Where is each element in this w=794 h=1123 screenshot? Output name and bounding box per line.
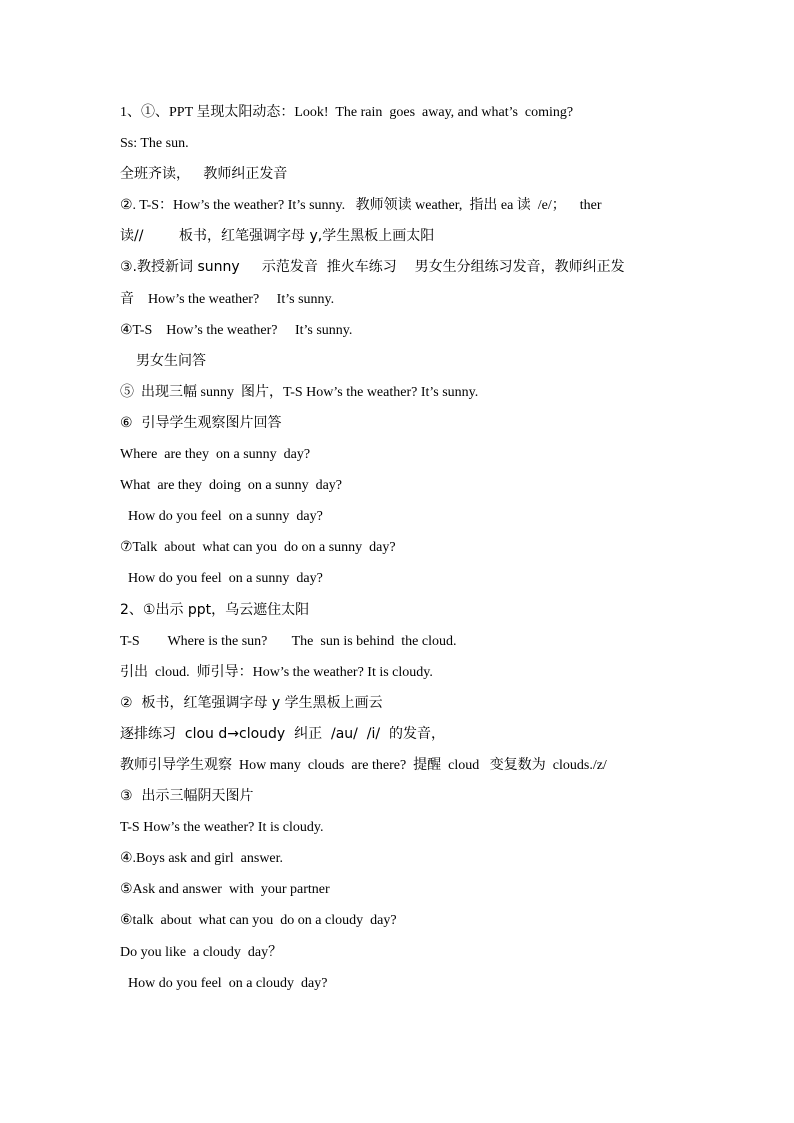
text-line: ③.教授新词 sunny 示范发音 推火车练习 男女生分组练习发音，教师纠正发 <box>120 259 625 276</box>
text-line: ④.Boys ask and girl answer. <box>120 851 284 867</box>
text-line: Where are they on a sunny day? <box>120 447 311 463</box>
text-line: 音 How’s the weather? It’s sunny. <box>120 291 335 307</box>
text-line: ③ 出示三幅阴天图片 <box>120 788 254 805</box>
text-line: Do you like a cloudy day？ <box>120 944 283 960</box>
text-line: 引出 cloud. 师引导：How’s the weather? It is cloudy. <box>120 664 433 680</box>
text-line: ④T-S How’s the weather? It’s sunny. <box>120 322 353 338</box>
text-line: How do you feel on a cloudy day? <box>128 975 328 991</box>
text-line: ⑥ 引导学生观察图片回答 <box>120 414 282 431</box>
lesson-plan-text <box>120 97 680 999</box>
text-line: Ss: The sun. <box>120 136 189 152</box>
text-line: ⑤ 出现三幅 sunny 图片，T-S How’s the weather? It’s sunny. <box>120 384 479 400</box>
text-line: ⑥talk about what can you do on a cloudy day? <box>120 913 397 929</box>
text-line: ②. T-S：How’s the weather? It’s sunny. 教师领读 weather, 指出 ea 读 /e/； ther <box>120 198 602 214</box>
text-line: 2、①出示 ppt，乌云遮住太阳 <box>120 601 310 618</box>
text-line: 教师引导学生观察 How many clouds are there? 提醒 cloud 变复数为 clouds./z/ <box>120 757 607 773</box>
text-line: 逐排练习 clou d→cloudy 纠正 /au/ /i/ 的发音， <box>120 725 446 742</box>
text-line: ⑦Talk about what can you do on a sunny day? <box>120 540 396 556</box>
text-line: 1、①、PPT 呈现太阳动态：Look! The rain goes away, and what’s coming? <box>120 105 574 120</box>
text-line: How do you feel on a sunny day? <box>128 571 323 587</box>
text-line: How do you feel on a sunny day? <box>128 509 323 525</box>
text-line: 全班齐读， 教师纠正发音 <box>120 166 288 183</box>
text-line: T-S How’s the weather? It is cloudy. <box>120 820 324 836</box>
text-line: T-S Where is the sun? The sun is behind the cloud. <box>120 633 457 649</box>
text-line: 读// 板书，红笔强调字母 y,学生黑板上画太阳 <box>120 228 435 245</box>
text-line: What are they doing on a sunny day? <box>120 478 342 494</box>
text-line: ⑤Ask and answer with your partner <box>120 882 330 898</box>
text-line: 男女生问答 <box>136 352 206 369</box>
text-line: ② 板书，红笔强调字母 y 学生黑板上画云 <box>120 694 383 711</box>
